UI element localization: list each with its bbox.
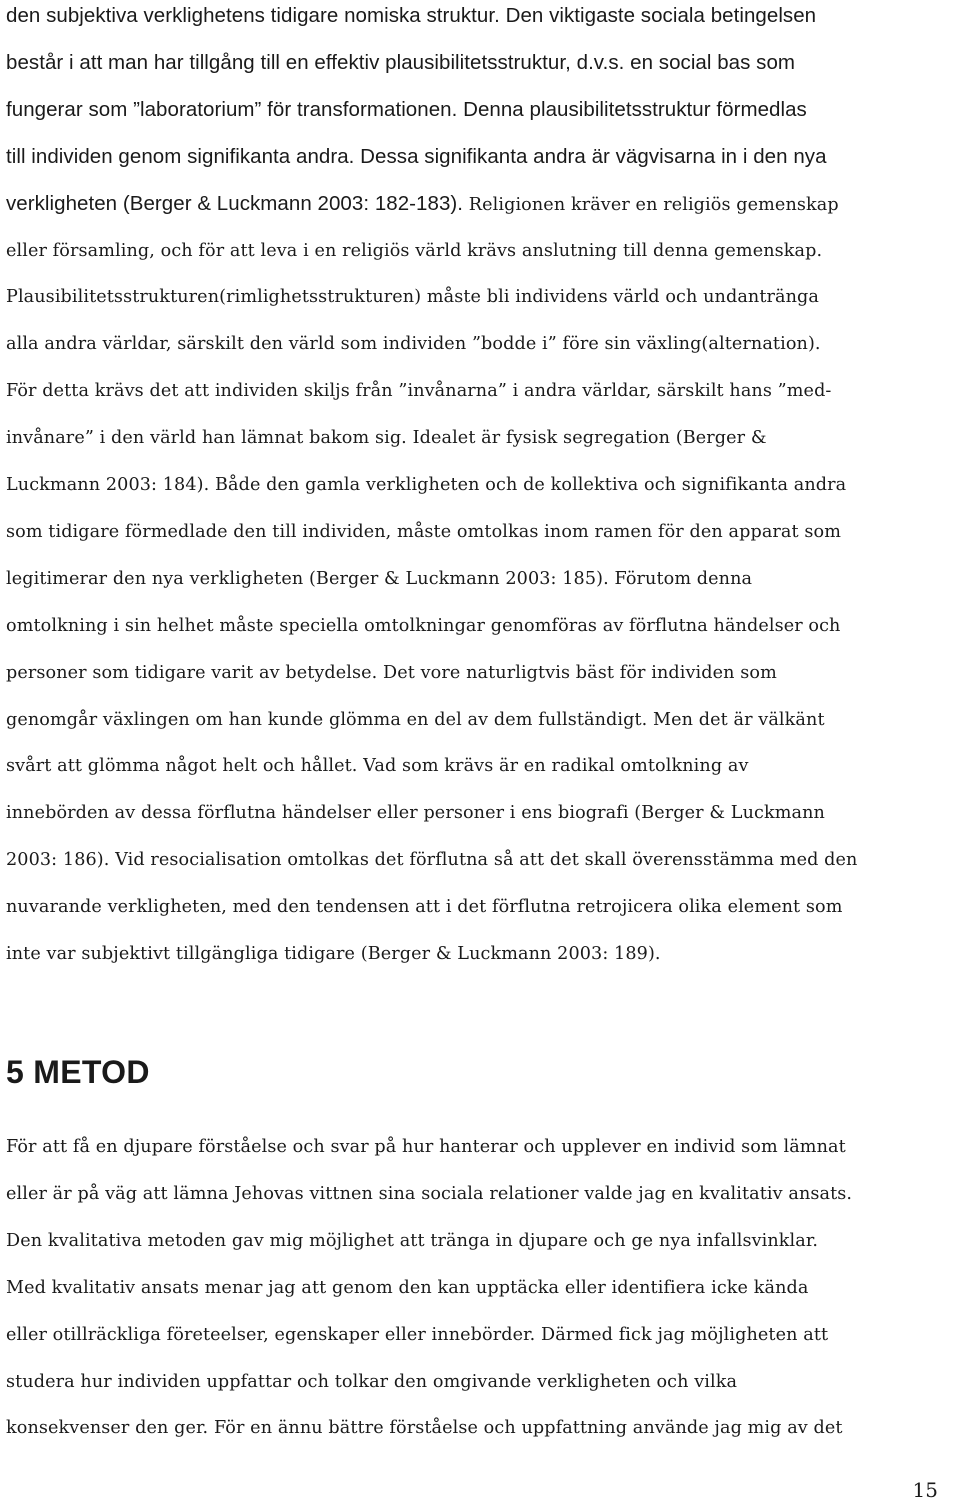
text-run: består i att man har tillgång till en effektiv plausibilitetsstruktur, d.v.s. en social bas som bbox=[6, 50, 796, 74]
text-line bbox=[6, 613, 841, 641]
text-line bbox=[6, 894, 843, 922]
text-run: legitimerar den nya verkligheten (Berger & Luckmann 2003: 185). Förutom denna bbox=[6, 568, 753, 589]
text-line bbox=[6, 800, 825, 828]
text-run: För detta krävs det att individen skiljs från ”invånarna” i andra världar, särskilt hans ”med- bbox=[6, 381, 832, 402]
text-line bbox=[6, 191, 839, 219]
text-line bbox=[6, 378, 831, 406]
text-line bbox=[6, 425, 767, 453]
text-run: inte var subjektivt tillgängliga tidigare (Berger & Luckmann 2003: 189). bbox=[6, 944, 661, 964]
text-run: alla andra världar, särskilt den värld som individen ”bodde i” före sin växling(alternation). bbox=[6, 334, 821, 355]
text-line bbox=[6, 238, 822, 266]
text-line: eller otillräckliga företeelser, egenskaper eller innebörder. Därmed fick jag möjligheten att bbox=[6, 1324, 829, 1345]
text-line bbox=[6, 331, 821, 359]
text-run: eller församling, och för att leva i en religiös värld krävs anslutning till denna gemenskap. bbox=[6, 240, 823, 261]
text-line bbox=[6, 566, 752, 594]
text-line: För att få en djupare förståelse och svar på hur hanterar och upplever en individ som lämnat bbox=[6, 1137, 846, 1157]
text-line bbox=[6, 847, 857, 875]
text-run: den subjektiva verklighetens tidigare nomiska struktur. Den viktigaste sociala betingelsen bbox=[6, 4, 817, 27]
text-line bbox=[6, 50, 795, 78]
text-run: genomgår växlingen om han kunde glömma en del av dem fullständigt. Men det är välkänt bbox=[6, 709, 825, 730]
text-line bbox=[6, 3, 816, 31]
text-run: invånare” i den värld han lämnat bakom sig. Idealet är fysisk segregation (Berger & bbox=[6, 428, 767, 449]
text-line: studera hur individen uppfattar och tolkar den omgivande verkligheten och vilka bbox=[6, 1371, 738, 1392]
text-run: som tidigare förmedlade den till individen, måste omtolkas inom ramen för den apparat som bbox=[6, 521, 841, 542]
text-line bbox=[6, 284, 819, 312]
text-line bbox=[6, 707, 825, 735]
text-run: personer som tidigare varit av betydelse. Det vore naturligtvis bäst för individen som bbox=[6, 662, 777, 683]
text-line bbox=[6, 753, 749, 781]
text-run: Religionen kräver en religiös gemenskap bbox=[468, 194, 839, 215]
text-line bbox=[6, 660, 777, 688]
text-run: innebörden av dessa förflutna händelser eller personer i ens biografi (Berger & Luckmann bbox=[6, 803, 825, 824]
text-run: omtolkning i sin helhet måste speciella omtolkningar genomföras av förflutna händelser och bbox=[6, 615, 841, 636]
text-line: konsekvenser den ger. För en ännu bättre förståelse och uppfattning använde jag mig av det bbox=[6, 1418, 843, 1439]
text-run: fungerar som ”laboratorium” för transformationen. Denna plausibilitetsstruktur förmedlas bbox=[6, 97, 807, 121]
text-line: eller är på väg att lämna Jehovas vittnen sina sociala relationer valde jag en kvalitativ ansats. bbox=[6, 1183, 853, 1204]
text-line bbox=[6, 144, 827, 172]
text-line: Med kvalitativ ansats menar jag att genom den kan upptäcka eller identifiera icke kända bbox=[6, 1277, 809, 1298]
text-line bbox=[6, 97, 807, 125]
text-line: Den kvalitativa metoden gav mig möjlighet att tränga in djupare och ge nya infallsvinklar. bbox=[6, 1230, 819, 1251]
text-run: verkligheten (Berger & Luckmann 2003: 182-183). bbox=[6, 191, 469, 215]
text-line bbox=[6, 472, 846, 500]
text-line bbox=[6, 941, 661, 969]
text-run: Plausibilitetsstrukturen(rimlighetsstrukturen) måste bli individens värld och undantränga bbox=[6, 287, 819, 308]
text-run: till individen genom signifikanta andra. Dessa signifikanta andra är vägvisarna in i den nya bbox=[6, 144, 827, 168]
text-run: svårt att glömma något helt och hållet. Vad som krävs är en radikal omtolkning av bbox=[6, 756, 749, 777]
page-number: 15 bbox=[912, 1478, 938, 1502]
text-run: nuvarande verkligheten, med den tendensen att i det förflutna retrojicera olika element som bbox=[6, 897, 843, 918]
text-run: 2003: 186). Vid resocialisation omtolkas det förflutna så att det skall överensstämma med den bbox=[6, 850, 858, 871]
section-heading: 5 METOD bbox=[6, 1054, 150, 1090]
text-line bbox=[6, 519, 841, 547]
text-run: Luckmann 2003: 184). Både den gamla verkligheten och de kollektiva och signifikanta andra bbox=[6, 475, 847, 495]
